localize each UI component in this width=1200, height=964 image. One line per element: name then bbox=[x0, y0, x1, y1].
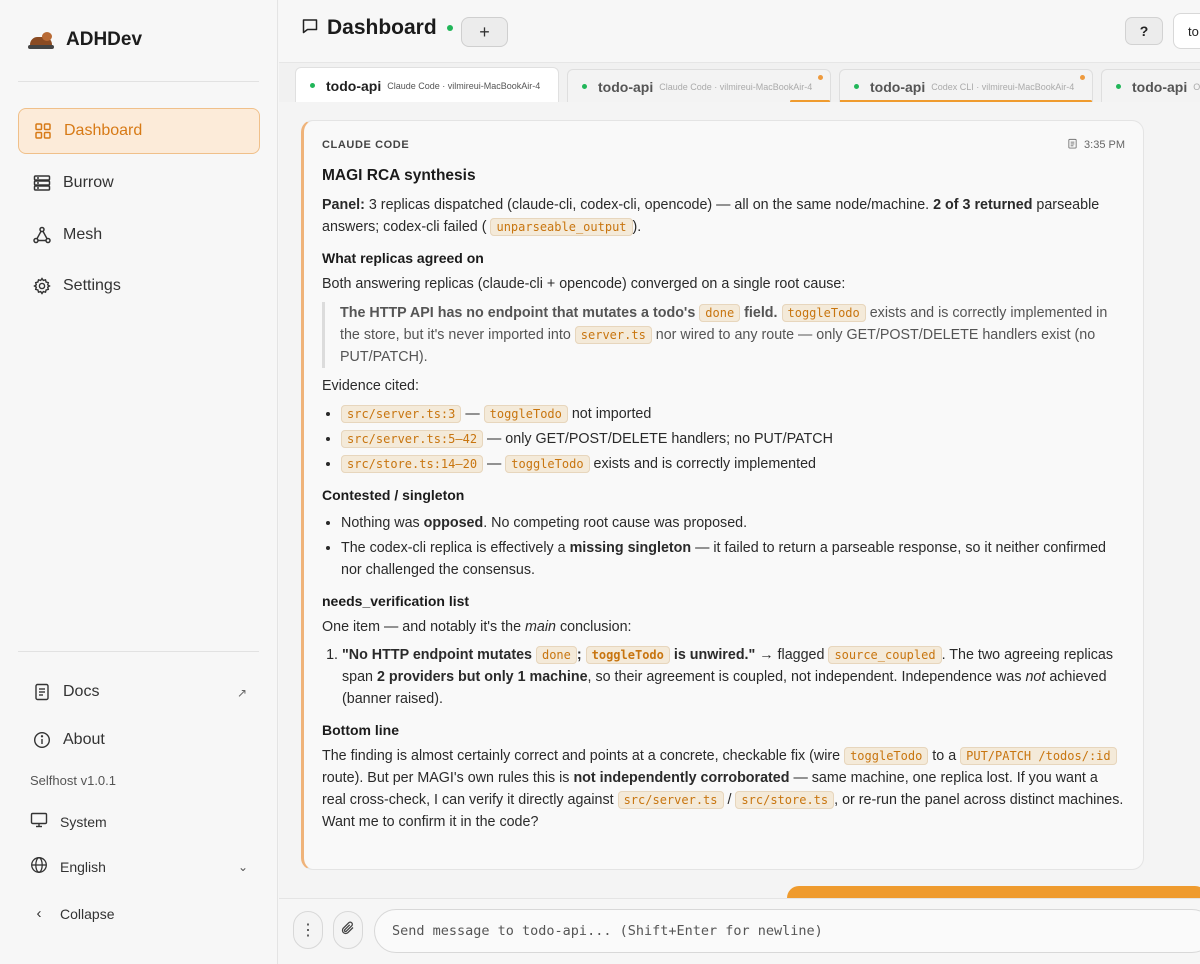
text: only GET/POST/DELETE handlers; no PUT/PATCH bbox=[505, 431, 833, 447]
tab-name: todo-api bbox=[870, 78, 926, 95]
bold-text: 2 providers but only 1 machine bbox=[376, 669, 588, 685]
text: → flagged bbox=[755, 647, 829, 663]
chevron-down-icon: ⌄ bbox=[237, 859, 248, 874]
attach-button[interactable] bbox=[333, 911, 363, 949]
text: route). But per MAGI's own rules this is bbox=[322, 770, 574, 786]
app-name: ADHDev bbox=[66, 29, 143, 50]
italic-text: main bbox=[525, 619, 556, 635]
text: . No competing root cause was proposed. bbox=[483, 515, 748, 531]
sidebar-item-label: Mesh bbox=[63, 226, 103, 243]
panel-paragraph bbox=[322, 194, 1125, 238]
tab-name: todo-api bbox=[598, 78, 654, 95]
inline-code: done bbox=[536, 646, 577, 664]
inline-code: toggleTodo bbox=[844, 747, 928, 765]
chat-icon bbox=[301, 17, 319, 39]
grid-icon bbox=[34, 122, 52, 140]
text: , so their agreement is coupled, not independent. Independence was bbox=[587, 669, 1026, 685]
mesh-icon bbox=[33, 226, 51, 244]
inline-code: src/server.ts:5–42 bbox=[341, 430, 483, 448]
version-label: Selfhost v1.0.1 bbox=[30, 773, 116, 788]
logo-icon bbox=[28, 29, 54, 51]
blockquote bbox=[322, 302, 1125, 368]
sidebar-item-label: Burrow bbox=[63, 174, 114, 191]
paragraph bbox=[322, 745, 1125, 833]
paragraph bbox=[322, 616, 1125, 638]
tab-session-4[interactable] bbox=[1101, 69, 1200, 103]
section-heading: needs_verification list bbox=[322, 593, 470, 609]
external-link-icon: ↗ bbox=[236, 686, 247, 700]
bold-text: not independently corroborated bbox=[573, 770, 790, 786]
status-dot bbox=[854, 84, 859, 89]
status-dot bbox=[582, 84, 587, 89]
bold-text: missing singleton bbox=[569, 540, 692, 556]
message-heading: MAGI RCA synthesis bbox=[322, 167, 476, 184]
panel-lead: Panel: bbox=[322, 197, 365, 213]
sidebar-item-label: Dashboard bbox=[64, 122, 143, 139]
unread-dot bbox=[818, 75, 823, 80]
chevron-left-icon: ‹ bbox=[36, 905, 42, 922]
tab-subtitle: Codex CLI · vilmireui-MacBookAir-4 bbox=[931, 81, 1075, 92]
sidebar-item-settings[interactable] bbox=[18, 263, 260, 309]
status-dot bbox=[447, 25, 453, 31]
page-title-wrap bbox=[301, 16, 453, 40]
header-right-button[interactable]: to bbox=[1173, 13, 1200, 49]
inline-code: src/store.ts:14–20 bbox=[341, 455, 483, 473]
bold-text: The HTTP API has no endpoint that mutates a todo's bbox=[340, 305, 700, 321]
text: ). bbox=[632, 219, 642, 235]
bold-text: field. bbox=[740, 305, 778, 321]
list-item bbox=[341, 512, 1125, 534]
inline-code: toggleTodo bbox=[484, 405, 568, 423]
brand[interactable] bbox=[28, 26, 142, 54]
message-body bbox=[322, 165, 1125, 833]
add-session-button[interactable]: + bbox=[461, 17, 508, 47]
language-label: English bbox=[60, 858, 106, 875]
globe-icon bbox=[30, 856, 48, 877]
text: One item — and notably it's the bbox=[322, 619, 525, 635]
sidebar-item-burrow[interactable] bbox=[18, 160, 260, 206]
inline-code: server.ts bbox=[575, 326, 652, 344]
tab-subtitle: Claude Code · vilmireui-MacBookAir-4 bbox=[387, 80, 541, 91]
section-heading: Contested / singleton bbox=[322, 487, 465, 503]
paragraph: Evidence cited: bbox=[322, 378, 419, 394]
sidebar-divider bbox=[18, 81, 259, 82]
text: to a bbox=[928, 748, 961, 764]
sidebar-divider bbox=[18, 651, 259, 652]
sidebar bbox=[0, 0, 278, 964]
list-item bbox=[341, 428, 1125, 450]
text: conclusion: bbox=[556, 619, 632, 635]
collapse-label: Collapse bbox=[60, 905, 115, 922]
text: 3 replicas dispatched (claude-cli, codex-cli, opencode) — all on the same node/machine. bbox=[364, 197, 934, 213]
inline-code: unparseable_output bbox=[490, 218, 632, 236]
sidebar-item-label: Docs bbox=[63, 683, 100, 700]
assistant-message bbox=[301, 120, 1144, 870]
paragraph: Both answering replicas (claude-cli + opencode) converged on a single root cause: bbox=[322, 276, 846, 292]
header bbox=[279, 0, 1200, 62]
sidebar-item-dashboard[interactable] bbox=[18, 108, 260, 154]
help-button[interactable]: ? bbox=[1125, 17, 1163, 45]
paperclip-icon bbox=[340, 920, 356, 941]
tab-subtitle: O bbox=[1193, 81, 1200, 92]
sidebar-item-label: About bbox=[63, 731, 105, 748]
text: The finding is almost certainly correct and points at a concrete, checkable fix (wire bbox=[322, 748, 845, 764]
bold-text: "No HTTP endpoint mutates bbox=[342, 647, 536, 663]
message-author: CLAUDE CODE bbox=[322, 139, 410, 151]
theme-label: System bbox=[60, 813, 107, 830]
inline-code: PUT/PATCH /todos/:id bbox=[960, 747, 1117, 765]
sidebar-item-mesh[interactable] bbox=[18, 212, 260, 258]
info-icon bbox=[33, 731, 51, 749]
sidebar-item-docs[interactable] bbox=[18, 669, 260, 715]
session-tabs bbox=[279, 62, 1200, 102]
italic-text: not bbox=[1025, 669, 1046, 685]
tab-session-1[interactable] bbox=[295, 67, 559, 103]
activity-indicator bbox=[787, 886, 1200, 898]
tab-name: todo-api bbox=[326, 77, 382, 94]
bold-text: 2 of 3 returned bbox=[933, 197, 1033, 213]
text: — same machine, one replica lost. If you want a real cross-check, I can verify it directly against bbox=[322, 770, 1098, 808]
text: achieved (banner raised). bbox=[342, 669, 1107, 707]
text: . The two agreeing replicas span bbox=[342, 647, 1113, 685]
gear-icon bbox=[33, 277, 51, 295]
text: — bbox=[461, 406, 484, 422]
more-options-button[interactable]: ⋮ bbox=[293, 911, 323, 949]
list-item bbox=[341, 403, 1125, 425]
section-heading: What replicas agreed on bbox=[322, 250, 484, 266]
text: Nothing was bbox=[341, 515, 424, 531]
inline-code: done bbox=[699, 304, 740, 322]
tab-subtitle: Claude Code · vilmireui-MacBookAir-4 bbox=[659, 81, 813, 92]
tab-session-3[interactable] bbox=[839, 69, 1093, 103]
text: , or re-run the panel across distinct machines. Want me to confirm it in the code? bbox=[322, 792, 1124, 830]
status-dot bbox=[1116, 84, 1121, 89]
text: — bbox=[483, 456, 506, 472]
list-item bbox=[341, 453, 1125, 475]
inline-code: toggleTodo bbox=[586, 646, 670, 664]
message-input[interactable] bbox=[374, 909, 1200, 953]
text: not imported bbox=[567, 406, 652, 422]
chat-area bbox=[279, 102, 1200, 898]
language-selector[interactable] bbox=[30, 856, 248, 877]
theme-selector[interactable] bbox=[30, 811, 248, 832]
list-item bbox=[342, 644, 1125, 710]
contested-list bbox=[322, 512, 1125, 581]
text: exists and is correctly implemented bbox=[589, 456, 817, 472]
text: The codex-cli replica is effectively a bbox=[341, 540, 570, 556]
status-dot bbox=[310, 83, 315, 88]
document-icon bbox=[33, 683, 51, 701]
inline-code: toggleTodo bbox=[505, 455, 589, 473]
inline-code: src/server.ts bbox=[618, 791, 724, 809]
unread-dot bbox=[1080, 75, 1085, 80]
collapse-button[interactable] bbox=[30, 905, 248, 922]
monitor-icon bbox=[30, 811, 48, 832]
text: nor wired to any route — only GET/POST/DELETE handlers exist (no PUT/PATCH). bbox=[340, 327, 1096, 365]
text: parseable answers; codex-cli failed ( bbox=[322, 197, 1100, 235]
bold-text: is unwired." bbox=[669, 647, 756, 663]
inline-code: toggleTodo bbox=[782, 304, 866, 322]
bold-text: ; bbox=[576, 647, 582, 663]
server-icon bbox=[33, 174, 51, 192]
text: — bbox=[483, 431, 506, 447]
tab-name: todo-api bbox=[1132, 78, 1188, 95]
bold-text: opposed bbox=[423, 515, 484, 531]
tab-session-2[interactable] bbox=[567, 69, 831, 103]
text: / bbox=[723, 792, 736, 808]
inline-code: src/server.ts:3 bbox=[341, 405, 461, 423]
evidence-list bbox=[322, 403, 1125, 475]
page-title: Dashboard bbox=[327, 16, 437, 39]
text: — it failed to return a parseable response, so it neither confirmed nor challenged the consensus. bbox=[341, 540, 1106, 578]
section-heading: Bottom line bbox=[322, 722, 399, 738]
timestamp: 3:35 PM bbox=[1084, 139, 1125, 151]
message-time bbox=[1067, 138, 1125, 152]
copy-icon[interactable] bbox=[1067, 138, 1078, 152]
verification-list bbox=[322, 644, 1125, 710]
sidebar-item-label: Settings bbox=[63, 277, 121, 294]
sidebar-item-about[interactable] bbox=[18, 717, 260, 763]
inline-code: src/store.ts bbox=[735, 791, 834, 809]
text: exists and is correctly implemented in the store, but it's never imported into bbox=[340, 305, 1108, 343]
inline-code: source_coupled bbox=[828, 646, 941, 664]
list-item bbox=[341, 537, 1125, 581]
composer bbox=[279, 898, 1200, 964]
